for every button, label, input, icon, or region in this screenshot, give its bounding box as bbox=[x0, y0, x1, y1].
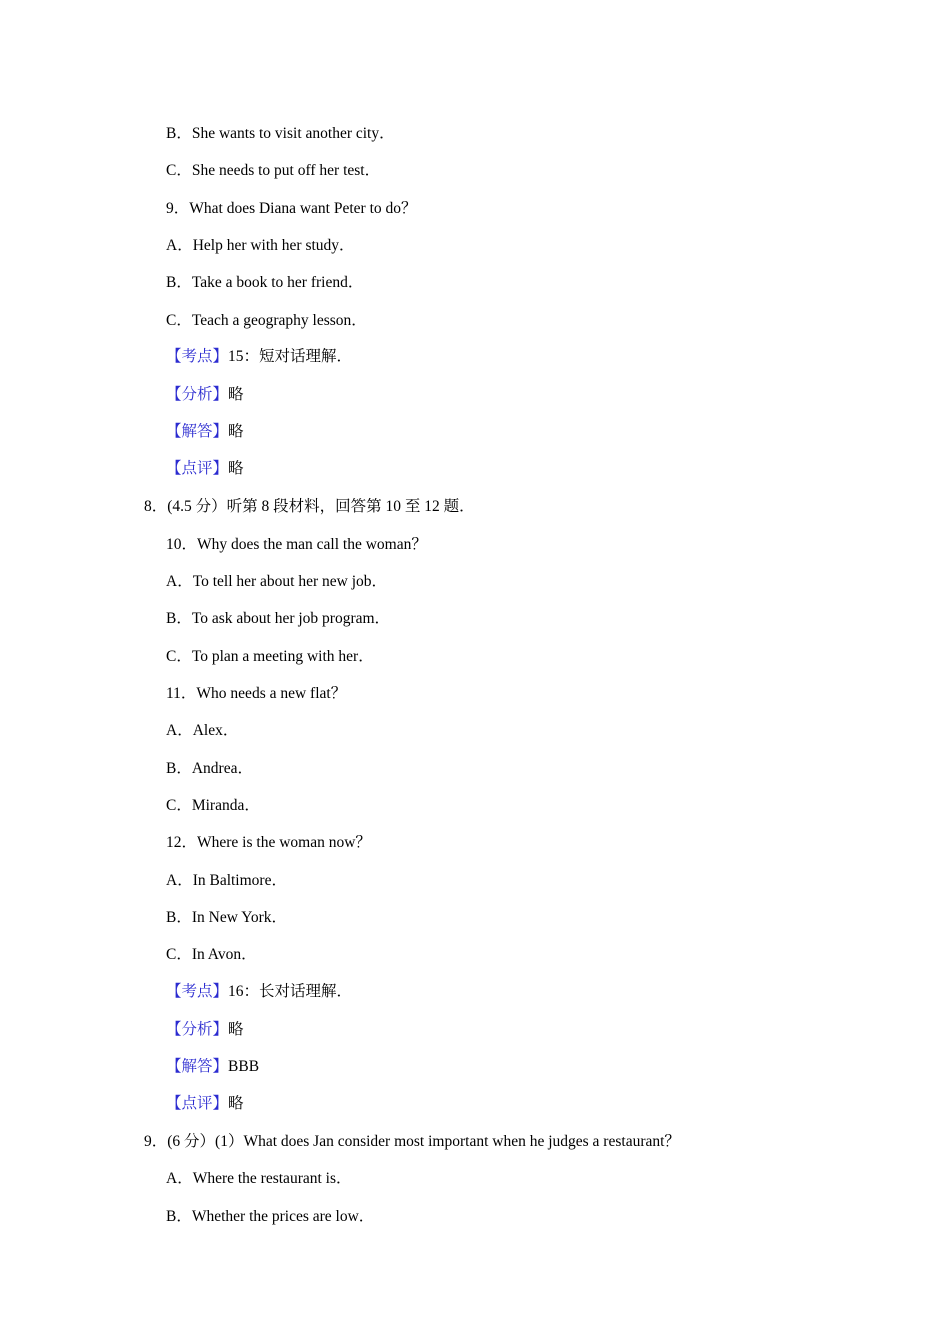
fenxi-text: 略 bbox=[228, 386, 244, 403]
fenxi-tag: 【分析】 bbox=[166, 1021, 229, 1038]
option-a-text: A．Alex． bbox=[166, 722, 239, 739]
option-b-text: B．Take a book to her friend． bbox=[166, 274, 364, 291]
fenxi-row bbox=[166, 385, 244, 405]
question-8-header: 8．(4.5 分）听第 8 段材料，回答第 10 至 12 题． bbox=[144, 498, 475, 515]
kaodian-tag: 【考点】 bbox=[166, 983, 229, 1000]
kaodian-row bbox=[166, 982, 352, 1002]
option-a-text: A．Help her with her study． bbox=[166, 237, 355, 254]
dianping-tag: 【点评】 bbox=[166, 1095, 229, 1112]
option-b-text: B．To ask about her job program． bbox=[166, 610, 391, 627]
option-b-text: B．In New York． bbox=[166, 909, 287, 926]
kaodian-text: 15：短对话理解． bbox=[228, 348, 353, 365]
option-b-text: B．She wants to visit another city． bbox=[166, 125, 395, 142]
fenxi-row bbox=[166, 1020, 244, 1040]
option-a-text: A．In Baltimore． bbox=[166, 872, 287, 889]
option-c-text: C．In Avon． bbox=[166, 946, 257, 963]
jieda-tag: 【解答】 bbox=[166, 1058, 229, 1075]
kaodian-tag: 【考点】 bbox=[166, 348, 229, 365]
dianping-row bbox=[166, 1094, 244, 1114]
option-c-text: C．To plan a meeting with her． bbox=[166, 648, 374, 665]
option-b-text: B．Andrea． bbox=[166, 760, 253, 777]
option-c-text: C．She needs to put off her test． bbox=[166, 162, 381, 179]
question-12-text: 12．Where is the woman now？ bbox=[166, 834, 371, 851]
dianping-tag: 【点评】 bbox=[166, 460, 229, 477]
dianping-text: 略 bbox=[228, 1095, 244, 1112]
option-a-text: A．Where the restaurant is． bbox=[166, 1170, 352, 1187]
jieda-text: 略 bbox=[228, 423, 244, 440]
option-c-text: C．Miranda． bbox=[166, 797, 260, 814]
dianping-row bbox=[166, 459, 244, 479]
dianping-text: 略 bbox=[228, 460, 244, 477]
kaodian-text: 16：长对话理解． bbox=[228, 983, 353, 1000]
jieda-tag: 【解答】 bbox=[166, 423, 229, 440]
jieda-text: BBB bbox=[228, 1058, 260, 1075]
jieda-row bbox=[166, 1057, 259, 1077]
jieda-row bbox=[166, 422, 244, 442]
question-9-text: 9．What does Diana want Peter to do？ bbox=[166, 200, 417, 217]
question-10-text: 10．Why does the man call the woman？ bbox=[166, 536, 427, 553]
kaodian-row bbox=[166, 347, 352, 367]
question-11-text: 11．Who needs a new flat？ bbox=[166, 685, 347, 702]
option-c-text: C．Teach a geography lesson． bbox=[166, 312, 367, 329]
option-b-text: B．Whether the prices are low． bbox=[166, 1208, 375, 1225]
fenxi-tag: 【分析】 bbox=[166, 386, 229, 403]
fenxi-text: 略 bbox=[228, 1021, 244, 1038]
question-9-header: 9．(6 分）(1）What does Jan consider most important when he judges a restaurant？ bbox=[144, 1133, 680, 1150]
option-a-text: A．To tell her about her new job． bbox=[166, 573, 388, 590]
